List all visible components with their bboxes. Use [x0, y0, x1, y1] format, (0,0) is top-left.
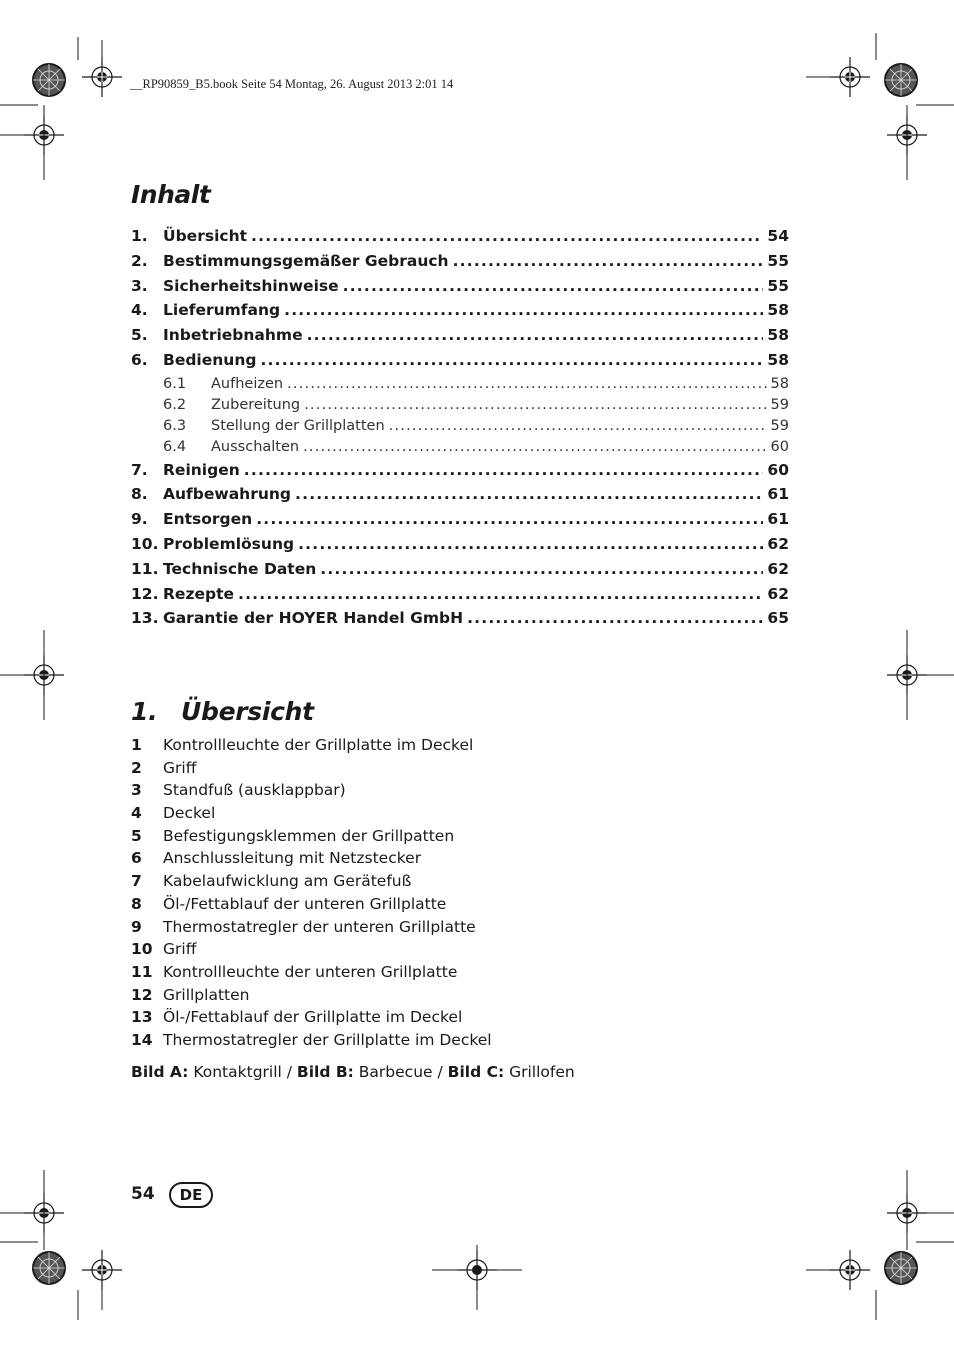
toc-entry-page: 55 [767, 251, 789, 270]
registration-star-icon [33, 64, 65, 96]
section-number: 1. [131, 697, 158, 726]
toc-entry-page: 58 [767, 301, 789, 320]
toc-entry-label: Lieferumfang [163, 301, 281, 320]
registration-mark-icon [830, 1250, 870, 1290]
list-item: 8 Öl-/Fettablauf der unteren Grillplatte [131, 894, 447, 913]
toc-entry-label: Rezepte [163, 584, 234, 603]
toc-subentry[interactable]: 6.1 Aufheizen ..... 58 [131, 376, 789, 397]
toc-entry[interactable]: 13. Garantie der HOYER Handel GmbH ..... 65 [131, 609, 789, 634]
toc-entry-label: Garantie der HOYER Handel GmbH [163, 609, 464, 628]
toc-entry-label: Entsorgen [163, 510, 253, 529]
toc-entry-page: 58 [767, 326, 789, 345]
toc-entry-label: Sicherheitshinweise [163, 276, 339, 295]
toc-entry-label: Aufheizen [211, 375, 284, 392]
list-item: 11 Kontrollleuchte der unteren Grillplatte [131, 962, 458, 981]
toc-entry-page: 61 [767, 510, 789, 529]
toc-entry-page: 62 [767, 584, 789, 603]
toc-entry[interactable]: 5. Inbetriebnahme ..... 58 [131, 326, 789, 351]
toc-entry[interactable]: 1. Übersicht ..... 54 [131, 227, 789, 252]
table-of-contents [131, 227, 789, 634]
toc-entry-page: 54 [767, 227, 789, 245]
toc-entry[interactable]: 8. Aufbewahrung ..... 61 [131, 485, 789, 510]
toc-entry[interactable]: 10. Problemlösung ..... 62 [131, 535, 789, 560]
toc-entry-label: Problemlösung [163, 534, 295, 553]
toc-entry-label: Übersicht [163, 227, 248, 245]
toc-title: Inhalt [131, 180, 211, 209]
toc-entry-page: 62 [767, 534, 789, 553]
list-item: 3 Standfuß (ausklappbar) [131, 781, 346, 800]
registration-mark-icon [830, 57, 870, 97]
toc-entry-page: 58 [770, 375, 789, 392]
toc-entry-page: 62 [767, 559, 789, 578]
language-badge: DE [169, 1182, 213, 1208]
registration-star-icon [33, 1252, 65, 1284]
list-item: 1 Kontrollleuchte der Grillplatte im Deckel [131, 736, 474, 754]
registration-mark-icon [82, 57, 122, 97]
registration-star-icon [885, 1252, 917, 1284]
list-item: 7 Kabelaufwicklung am Gerätefuß [131, 872, 412, 891]
parts-list [131, 736, 492, 1054]
list-item: 14 Thermostatregler der Grillplatte im Deckel [131, 1030, 492, 1049]
list-item: 2 Griff [131, 758, 197, 777]
toc-subentry[interactable]: 6.4 Ausschalten ..... 60 [131, 439, 789, 460]
toc-subentry[interactable]: 6.2 Zubereitung ..... 59 [131, 397, 789, 418]
toc-entry-label: Bedienung [163, 350, 257, 369]
list-item: 10 Griff [131, 940, 197, 959]
figure-caption: Bild A: Kontaktgrill / Bild B: Barbecue / Bild C: Grillofen [131, 1063, 575, 1081]
toc-entry-label: Stellung der Grillplatten [211, 418, 385, 435]
toc-entry[interactable]: 12. Rezepte ..... 62 [131, 585, 789, 610]
registration-mark-icon [82, 1250, 122, 1290]
registration-star-icon [885, 64, 917, 96]
toc-entry-page: 60 [767, 460, 789, 479]
toc-entry[interactable]: 9. Entsorgen ..... 61 [131, 510, 789, 535]
section-title [131, 697, 314, 726]
toc-subentry[interactable]: 6.3 Stellung der Grillplatten ..... 59 [131, 418, 789, 439]
toc-entry-page: 59 [770, 396, 789, 413]
toc-entry[interactable]: 11. Technische Daten ..... 62 [131, 560, 789, 585]
toc-entry-label: Technische Daten [163, 559, 317, 578]
list-item: 6 Anschlussleitung mit Netzstecker [131, 849, 422, 868]
list-item: 12 Grillplatten [131, 985, 250, 1004]
toc-entry-page: 58 [767, 350, 789, 369]
book-file-header: __RP90859_B5.book Seite 54 Montag, 26. August 2013 2:01 14 [130, 77, 454, 91]
toc-entry-label: Zubereitung [211, 396, 301, 413]
toc-entry-label: Ausschalten [211, 439, 300, 456]
toc-entry[interactable]: 6. Bedienung ..... 58 [131, 351, 789, 376]
toc-entry[interactable]: 7. Reinigen ..... 60 [131, 461, 789, 486]
list-item: 5 Befestigungsklemmen der Grillpatten [131, 826, 455, 845]
list-item: 13 Öl-/Fettablauf der Grillplatte im Deckel [131, 1008, 463, 1027]
toc-entry[interactable]: 2. Bestimmungsgemäßer Gebrauch ..... 55 [131, 252, 789, 277]
list-item: 9 Thermostatregler der unteren Grillplatte [131, 917, 476, 936]
toc-entry-page: 65 [767, 609, 789, 628]
toc-entry-label: Bestimmungsgemäßer Gebrauch [163, 251, 449, 270]
toc-entry-page: 59 [770, 418, 789, 435]
toc-entry-page: 60 [770, 439, 789, 456]
toc-entry-page: 55 [767, 276, 789, 295]
list-item: 4 Deckel [131, 804, 216, 823]
toc-entry-label: Reinigen [163, 460, 240, 479]
section-title-text: Übersicht [181, 697, 314, 726]
page-number: 54 [131, 1184, 155, 1204]
toc-entry[interactable]: 4. Lieferumfang ..... 58 [131, 301, 789, 326]
toc-entry-label: Inbetriebnahme [163, 326, 303, 345]
toc-entry[interactable]: 3. Sicherheitshinweise ..... 55 [131, 277, 789, 302]
toc-entry-label: Aufbewahrung [163, 485, 292, 504]
toc-entry-page: 61 [767, 485, 789, 504]
